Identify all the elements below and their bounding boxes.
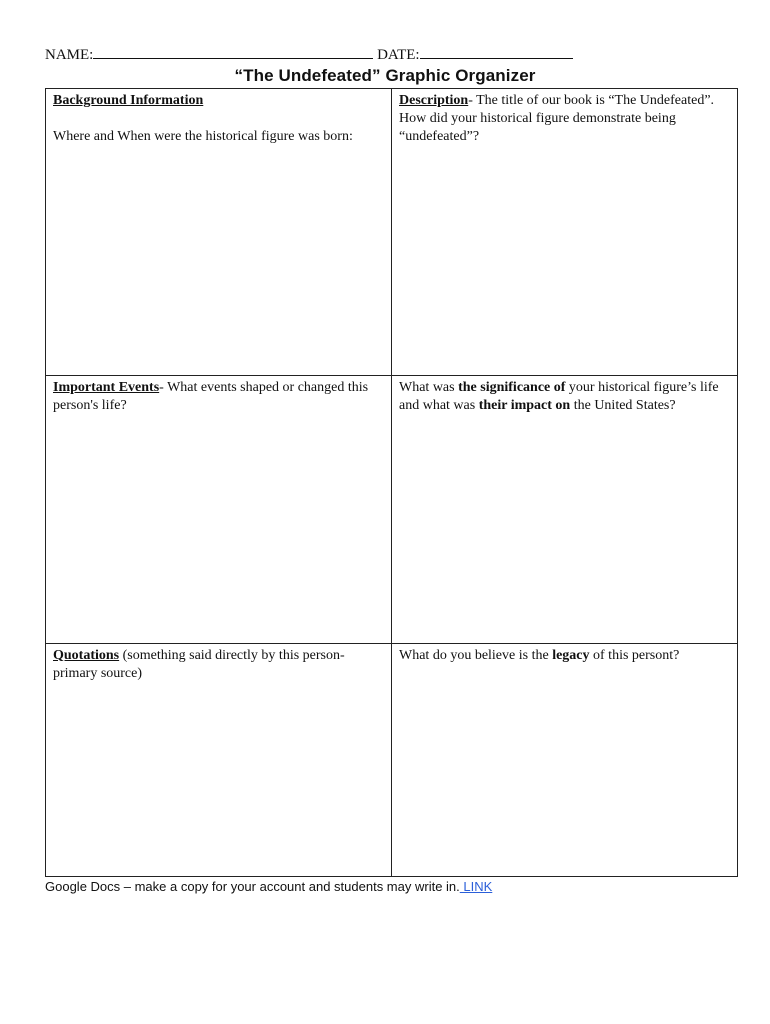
legacy-cell[interactable] bbox=[392, 644, 737, 876]
name-blank[interactable] bbox=[93, 44, 373, 59]
significance-bold-1: the significance of bbox=[458, 380, 566, 395]
description-cell[interactable] bbox=[392, 89, 737, 376]
page-title: “The Undefeated” Graphic Organizer bbox=[234, 66, 536, 85]
significance-text-1: What was bbox=[399, 380, 459, 395]
background-prompt: Where and When were the historical figure was born: bbox=[53, 129, 353, 144]
significance-text-2: your historical figure’s life and what was bbox=[399, 380, 719, 413]
events-heading: Important Events bbox=[53, 380, 160, 395]
description-prompt: - The title of our book is “The Undefeated”. How did your historical figure demonstrate being “undefeated”? bbox=[399, 93, 715, 144]
legacy-text-1: What do you believe is the bbox=[399, 648, 553, 663]
name-date-line bbox=[45, 44, 573, 65]
legacy-text-2: of this persont? bbox=[589, 648, 680, 663]
quotations-prompt: (something said directly by this person- primary source) bbox=[53, 648, 345, 681]
legacy-bold: legacy bbox=[552, 648, 590, 663]
background-cell[interactable] bbox=[46, 89, 392, 376]
quotations-heading: Quotations bbox=[53, 648, 120, 663]
quotations-cell[interactable] bbox=[46, 644, 392, 876]
footer-text: Google Docs – make a copy for your account and students may write in. bbox=[45, 879, 460, 894]
description-heading: Description bbox=[399, 93, 469, 108]
footer-link[interactable]: LINK bbox=[459, 879, 493, 894]
significance-bold-2: their impact on bbox=[478, 398, 571, 413]
footer-note bbox=[45, 878, 492, 896]
significance-cell[interactable] bbox=[392, 376, 737, 644]
date-blank[interactable] bbox=[420, 44, 573, 59]
graphic-organizer-table bbox=[45, 88, 738, 877]
events-prompt: - What events shaped or changed this person's life? bbox=[53, 380, 369, 413]
date-label: DATE: bbox=[377, 47, 420, 63]
significance-text-3: the United States? bbox=[570, 398, 676, 413]
name-label: NAME: bbox=[45, 47, 94, 63]
background-heading: Background Information bbox=[53, 93, 204, 108]
events-cell[interactable] bbox=[46, 376, 392, 644]
